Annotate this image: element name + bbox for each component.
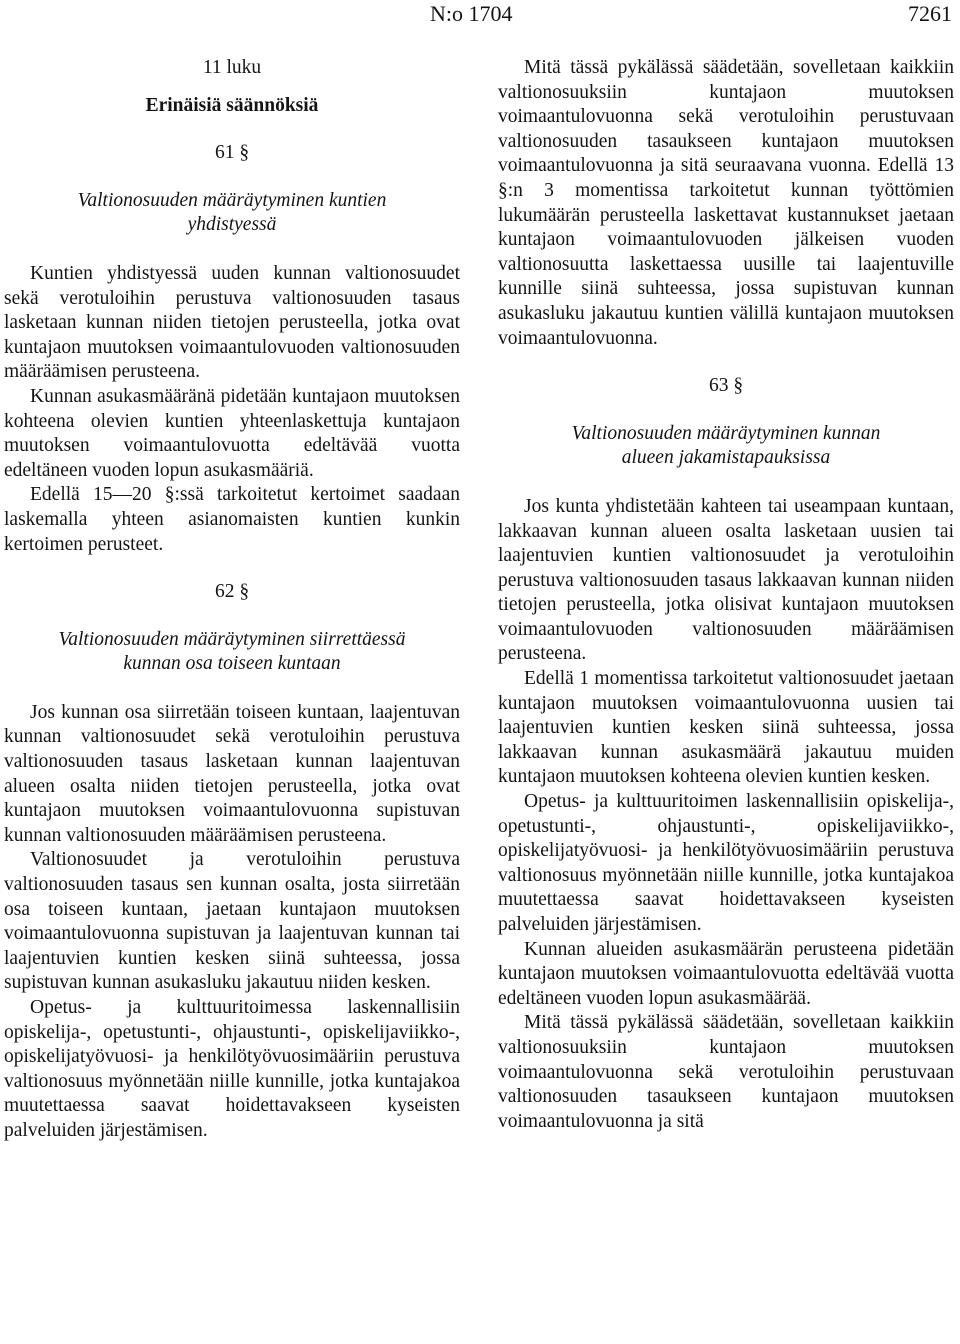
right-column — [498, 56, 954, 1134]
section-61-title-line-1: Valtionosuuden määräytyminen kuntien — [77, 189, 387, 211]
section-63-paragraph-5: Mitä tässä pykälässä säädetään, sovelletaan kaikkiin valtionosuuksiin kuntajaon muutoksen voimaantulovuonna sekä verotuloihin perustuvaan valtionosuuden tasaukseen kuntajaon muutoksen voimaantulovuonna ja sitä — [498, 1012, 954, 1132]
section-63-title-line-1: Valtionosuuden määräytyminen kunnan — [571, 422, 881, 444]
section-63-paragraph-2: Edellä 1 momentissa tarkoitetut valtionosuudet jaetaan kuntajaon muutoksen voimaantulovuonna uusien tai laajentuvien kuntien kesken siinä suhteessa, jossa lakkaavan kunnan asukasmäärä jakautuu muiden kuntajaon muutoksen kohteena olevien kuntien kesken. — [498, 668, 954, 788]
section-61-paragraph-1: Kuntien yhdistyessä uuden kunnan valtionosuudet sekä verotuloihin perustuva valtionosuuden tasaus lasketaan kunnan niiden tietojen perusteella, jotka ovat kuntajaon muutoksen voimaantulovuoden valtionosuuden määräämisen perusteena. — [4, 262, 460, 383]
section-61-title — [4, 189, 460, 238]
section-62-paragraph-4: Mitä tässä pykälässä säädetään, sovelletaan kaikkiin valtionosuuksiin kuntajaon muutoksen voimaantulovuonna sekä verotuloihin perustuvaan valtionosuuden tasaukseen kuntajaon muutoksen voimaantulovuonna ja sitä seuraavana vuonna. Edellä 13 §:n 3 momentissa tarkoitetut kunnan työttömien lukumäärän perusteella laskettavat kustannukset jaetaan kuntajaon voimaantulovuoden jälkeisen vuoden valtionosuutta laskettaessa uusille tai laajentuville kunnille siinä suhteessa, jossa supistuvan kunnan asukasluku jakautuu kuntien välillä kuntajaon muutoksen voimaantulovuonna. — [498, 57, 954, 349]
section-62-title-line-2: kunnan osa toiseen kuntaan — [123, 653, 341, 675]
section-63-title — [498, 422, 954, 471]
section-62-title-line-1: Valtionosuuden määräytyminen siirrettäessä — [58, 628, 406, 650]
chapter-title: 11 luku — [202, 57, 262, 78]
section-62-paragraph-1: Jos kunnan osa siirretään toiseen kuntaan, laajentuvan kunnan valtionosuudet sekä verotuloihin perustuva valtionosuuden tasaus lasketaan kunnan laajentuvan alueen osalta niiden tietojen perusteella, jotka ovat kuntajaon muutoksen voimaantulovuonna supistuvan kunnan valtionosuuden määräämisen perusteena. — [4, 701, 460, 846]
statute-number: N:o 1704 — [430, 1, 513, 26]
section-62-paragraph-3: Opetus- ja kulttuuritoimessa laskennallisiin opiskelija-, opetustunti-, ohjaustunti-, opiskelijaviikko-, opiskelijatyövuosi- ja henkilötyövuosimääriin perustuva valtionosuus myönnetään niille kunnille, jotka kuntajakoa muutettaessa saavat hoidettavakseen kyseisten palveluiden järjestämisen. — [4, 997, 460, 1141]
page-number: 7261 — [908, 1, 952, 26]
section-62-title — [4, 628, 460, 677]
chapter-heading: Erinäisiä säännöksiä — [145, 94, 319, 116]
section-61-paragraph-3: Edellä 15—20 §:ssä tarkoitetut kertoimet saadaan laskemalla yhteen asianomaisten kuntien kunkin kertoimen perusteet. — [4, 484, 460, 555]
page-header — [0, 0, 960, 30]
section-63-paragraph-4: Kunnan alueiden asukasmäärän perusteena pidetään kuntajaon muutoksen voimaantulovuotta edeltävää vuotta edeltäneen vuoden lopun asukasmäärää. — [498, 938, 954, 1009]
section-62-paragraph-2: Valtionosuudet ja verotuloihin perustuva valtionosuuden tasaus sen kunnan osalta, josta siirretään osa toiseen kuntaan, jaetaan kuntajaon muutoksen voimaantulovuonna supistuvan ja laajentuvan kunnan tai laajentuvien kuntien kesken siinä suhteessa, jossa supistuvan kunnan asukasluku jakautuu niiden kesken. — [4, 849, 460, 994]
section-63-title-line-2: alueen jakamistapauksissa — [621, 447, 831, 469]
left-column — [4, 56, 460, 1144]
section-63-paragraph-3: Opetus- ja kulttuuritoimen laskennallisiin opiskelija-, opetustunti-, ohjaustunti-, opiskelijaviikko-, opiskelijatyövuosi- ja henkilötyövuosimääriin perustuva valtionosuus myönnetään niille kunnille, jotka kuntajakoa muutettaessa saavat hoidettavakseen kyseisten palveluiden järjestämisen. — [498, 791, 954, 935]
section-63-number: 63 § — [708, 375, 744, 397]
section-61-title-line-2: yhdistyessä — [187, 214, 277, 236]
section-61-number: 61 § — [214, 142, 250, 164]
section-63-paragraph-1: Jos kunta yhdistetään kahteen tai useampaan kuntaan, lakkaavan kunnan alueen osalta lasketaan uusien tai laajentuvien kuntien valtionosuudet ja verotuloihin perustuva valtionosuuden tasaus lakkaavan kunnan niiden tietojen perusteella, jotka olisivat kuntajaon muutoksen voimaantulovuoden valtionosuuden määräämisen perusteena. — [498, 495, 954, 665]
section-61-paragraph-2: Kunnan asukasmääränä pidetään kuntajaon muutoksen kohteena olevien kuntien yhteenlaskettuja kuntajaon muutoksen voimaantulovuotta edeltävää vuotta edeltäneen vuoden lopun asukasmääriä. — [4, 385, 460, 481]
section-62-number: 62 § — [214, 581, 250, 603]
